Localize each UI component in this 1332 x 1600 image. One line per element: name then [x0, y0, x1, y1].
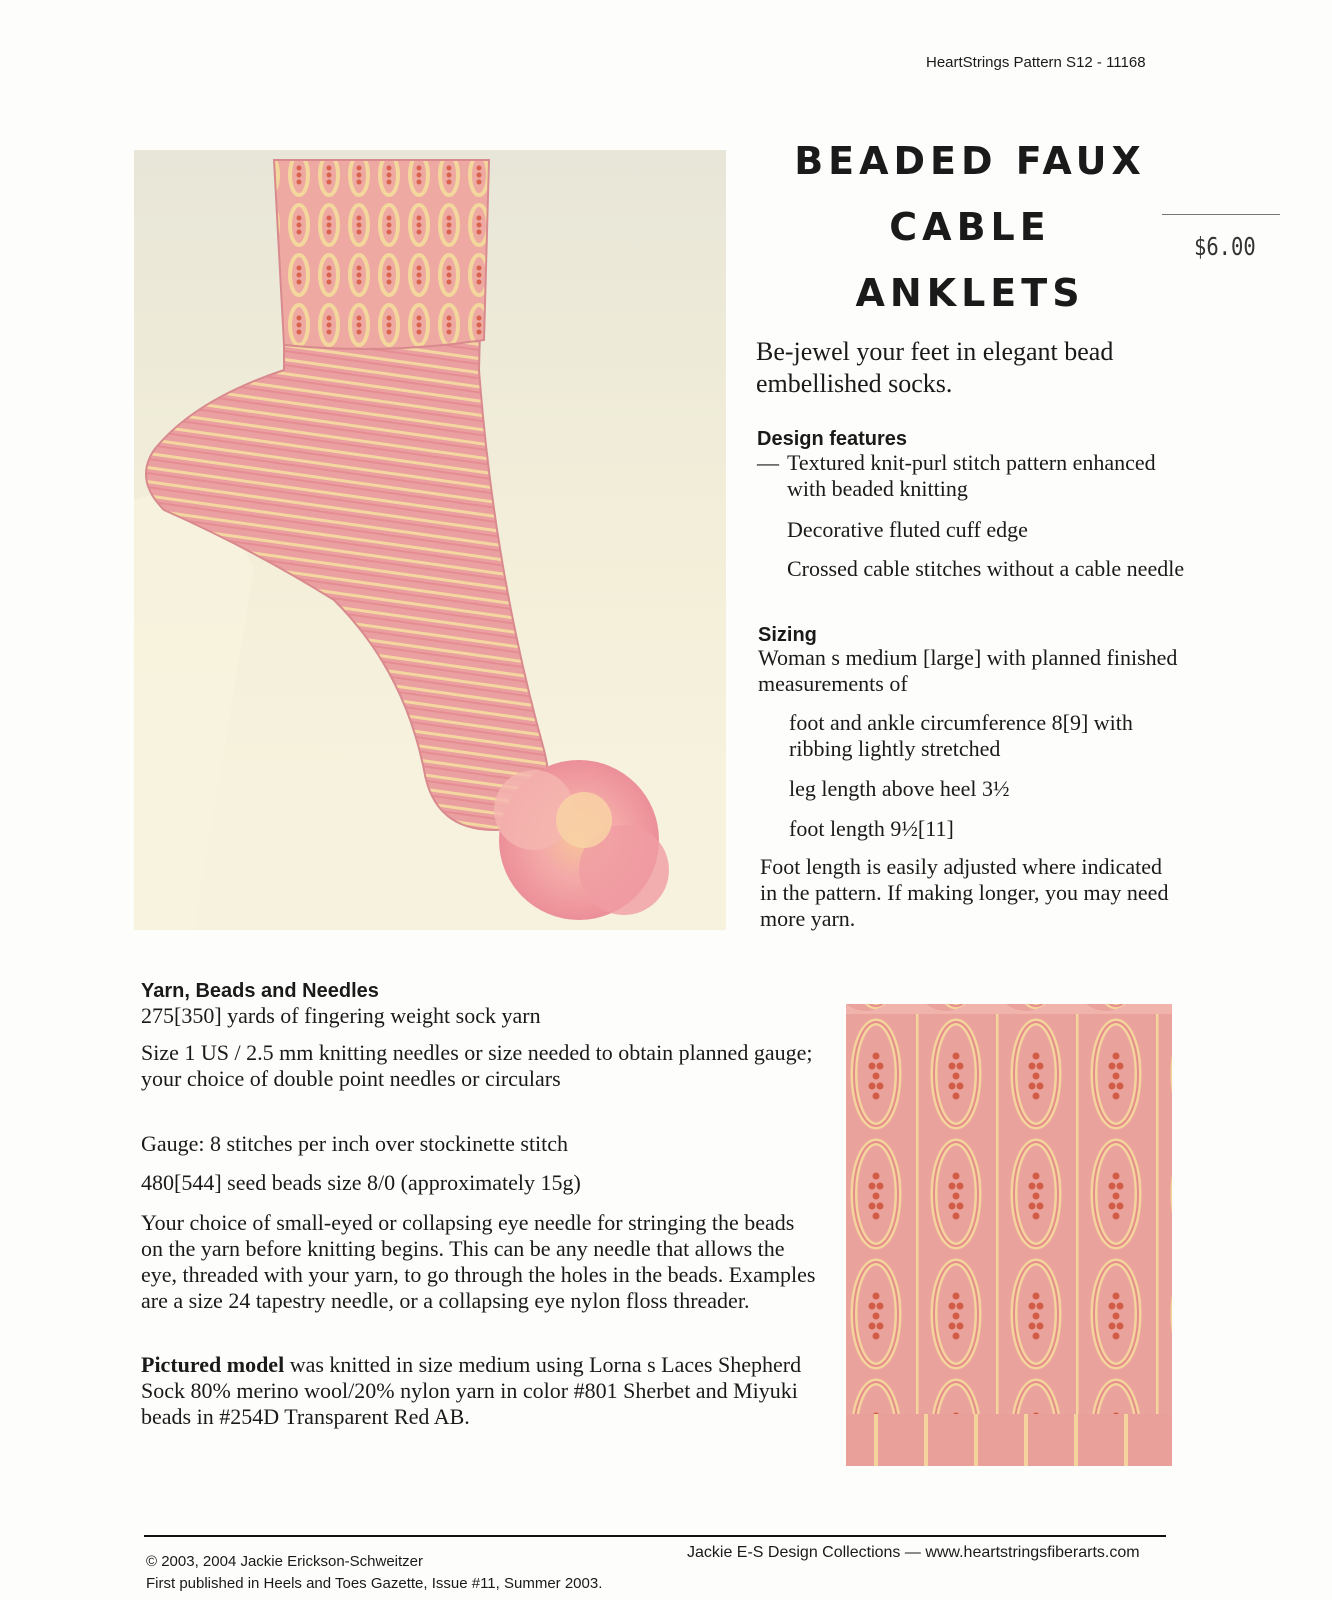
sizing-heading: Sizing	[758, 624, 817, 646]
footer-divider	[144, 1535, 1166, 1537]
handwritten-price: $6.00	[1194, 232, 1256, 261]
design-feature-item	[757, 450, 1177, 502]
measurement-item: leg length above heel 3½	[789, 776, 1010, 801]
yarn-item: Your choice of small-eyed or collapsing eye needle for stringing the beads on the yarn before knitting begins. This can be any needle that allows the eye, threaded with your yarn, to go through the holes in the beads. Examples are a size 24 tapestry needle, or a collapsing eye nylon floss threader.	[141, 1210, 816, 1313]
sizing-note: Foot length is easily adjusted where indicated in the pattern. If making longer, you may need more yarn.	[760, 854, 1169, 931]
title-line-1: BEADED FAUX	[794, 139, 1146, 183]
title-line-3: ANKLETS	[855, 271, 1085, 315]
design-features-heading: Design features	[757, 428, 908, 450]
yarn-item: 275[350] yards of fingering weight sock yarn	[141, 1003, 541, 1028]
yarn-heading: Yarn, Beads and Needles	[141, 980, 379, 1002]
design-feature-item: Crossed cable stitches without a cable needle	[787, 556, 1185, 581]
yarn-item: Size 1 US / 2.5 mm knitting needles or size needed to obtain planned gauge; your choice of double point needles or circulars	[141, 1040, 813, 1091]
sock-photo	[134, 150, 726, 930]
publication-line: First published in Heels and Toes Gazette, Issue #11, Summer 2003.	[146, 1575, 603, 1592]
swatch-photo	[846, 1004, 1172, 1466]
title-line-2: CABLE	[889, 205, 1051, 249]
tagline: Be-jewel your feet in elegant bead embellished socks.	[756, 337, 1114, 398]
yarn-item: 480[544] seed beads size 8/0 (approximately 15g)	[141, 1170, 581, 1195]
sizing-intro: Woman s medium [large] with planned finished measurements of	[758, 645, 1178, 696]
pictured-model-text: was knitted in size medium using Lorna s Laces Shepherd Sock 80% merino wool/20% nylon yarn in color #801 Sherbet and Miyuki beads in #254D Transparent Red AB.	[141, 1352, 802, 1429]
pictured-model-note	[141, 1352, 821, 1430]
copyright-line: © 2003, 2004 Jackie Erickson-Schweitzer	[146, 1553, 424, 1570]
design-feature-text: Textured knit-purl stitch pattern enhanced with beaded knitting	[787, 450, 1156, 501]
footer-credits	[146, 1551, 602, 1595]
swatch-illustration	[846, 1004, 1172, 1466]
yarn-item: Gauge: 8 stitches per inch over stockinette stitch	[141, 1131, 569, 1156]
sock-illustration	[134, 150, 726, 930]
pattern-number: HeartStrings Pattern S12 - 11168	[926, 54, 1146, 71]
measurement-item: foot and ankle circumference 8[9] with ribbing lightly stretched	[789, 710, 1133, 761]
price-underline	[1162, 214, 1280, 215]
collection-website: Jackie E-S Design Collections — www.heartstringsfiberarts.com	[687, 1544, 1140, 1561]
pattern-title	[760, 128, 1180, 326]
pictured-model-label: Pictured model	[141, 1352, 285, 1377]
list-dash: —	[757, 450, 779, 475]
measurement-item: foot length 9½[11]	[789, 816, 954, 841]
design-feature-item: Decorative fluted cuff edge	[787, 517, 1028, 542]
